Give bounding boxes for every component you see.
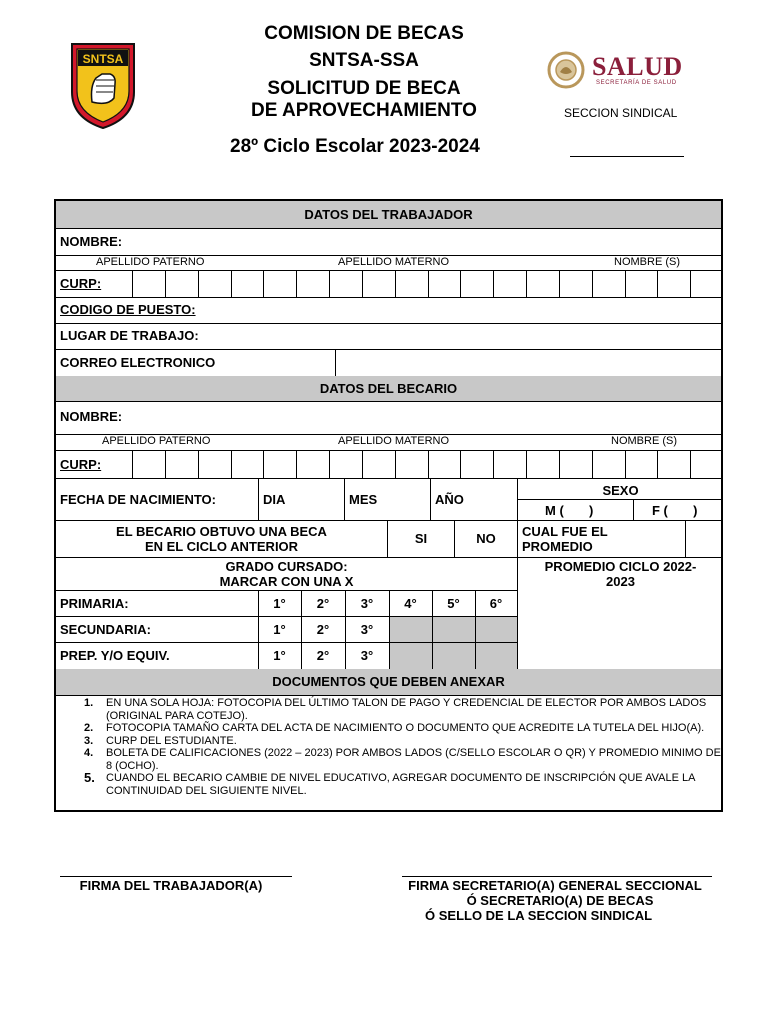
datos-trabajador-header: DATOS DEL TRABAJADOR (56, 201, 721, 228)
curp-char-box[interactable] (165, 450, 198, 478)
seccion-sindical: SECCION SINDICAL (564, 106, 678, 120)
dia-label[interactable]: DIA (263, 492, 286, 507)
prepa-grado-3[interactable]: 3° (360, 648, 374, 663)
sntsa-logo-text: SNTSA (82, 52, 124, 66)
curp-char-box[interactable] (362, 450, 395, 478)
documento-item (84, 747, 724, 772)
curp-char-box[interactable] (493, 450, 526, 478)
documento-text: EN UNA SOLA HOJA: FOTOCOPIA DEL ÚLTIMO TALON DE PAGO Y CREDENCIAL DE ELECTOR POR AMBOS LADOS (ORIGINAL PARA COTEJO). (106, 697, 707, 722)
documento-number: 5. (84, 770, 95, 785)
curp-char-box[interactable] (592, 450, 625, 478)
sexo-f-option[interactable]: F ( ) (652, 503, 698, 518)
sexo-label: SEXO (602, 483, 639, 498)
prepa-grado-1[interactable]: 1° (273, 648, 286, 663)
curp-char-box[interactable] (395, 450, 428, 478)
lugar-trabajo-field[interactable] (216, 325, 721, 347)
nivel-prepa: PREP. Y/O EQUIV. (60, 648, 170, 663)
becario-curp-label: CURP: (60, 457, 102, 472)
documentos-list (84, 697, 724, 797)
fecha-nacimiento-label: FECHA DE NACIMIENTO: (60, 492, 216, 507)
curp-char-box[interactable] (460, 450, 493, 478)
documento-text: CUANDO EL BECARIO CAMBIE DE NIVEL EDUCATIVO, AGREGAR DOCUMENTO DE INSCRIPCIÓN QUE AVALE LA CONTINUIDAD DEL SIGUIENTE NIVEL. (106, 772, 695, 797)
curp-char-box[interactable] (231, 450, 264, 478)
curp-char-box[interactable] (263, 450, 296, 478)
salud-logo-subtext: SECRETARÍA DE SALUD (596, 80, 677, 86)
documento-number: 2. (84, 722, 94, 734)
title-comision: COMISION DE BECAS (264, 23, 464, 44)
trabajador-curp-boxes[interactable] (132, 270, 723, 297)
beca-anterior-line2: EN EL CICLO ANTERIOR (144, 539, 299, 554)
promedio-line1: CUAL FUE EL (522, 524, 608, 539)
primaria-grado-2[interactable]: 2° (316, 596, 330, 611)
curp-char-box[interactable] (690, 450, 723, 478)
codigo-puesto-label: CODIGO DE PUESTO: (60, 302, 196, 317)
curp-char-box[interactable] (263, 270, 296, 297)
seccion-blank-line[interactable] (570, 156, 684, 157)
curp-char-box[interactable] (329, 450, 362, 478)
prepa-grado-2[interactable]: 2° (316, 648, 330, 663)
trabajador-apellido-paterno: APELLIDO PATERNO (96, 256, 205, 268)
curp-char-box[interactable] (165, 270, 198, 297)
datos-becario-header: DATOS DEL BECARIO (56, 376, 721, 401)
curp-char-box[interactable] (592, 270, 625, 297)
documento-number: 4. (84, 747, 94, 759)
documento-text: FOTOCOPIA TAMAÑO CARTA DEL ACTA DE NACIMIENTO O DOCUMENTO QUE ACREDITE LA TUTELA DEL HIJO(A). (106, 722, 705, 734)
becario-apellido-materno: APELLIDO MATERNO (338, 435, 450, 447)
promedio-field[interactable] (687, 521, 722, 556)
firma-becas-label: Ó SECRETARIO(A) DE BECAS (466, 893, 654, 908)
promedio-ciclo-line2: 2023 (606, 574, 635, 589)
solicitud-form (54, 199, 723, 812)
becario-curp-boxes[interactable] (132, 450, 723, 478)
curp-char-box[interactable] (296, 450, 329, 478)
curp-char-box[interactable] (625, 270, 658, 297)
trabajador-curp-label: CURP: (60, 276, 102, 291)
becario-nombre-field[interactable] (136, 403, 721, 431)
curp-char-box[interactable] (625, 450, 658, 478)
unused-grade-cells (389, 617, 517, 669)
becario-apellido-paterno: APELLIDO PATERNO (102, 435, 211, 447)
lugar-trabajo-label: LUGAR DE TRABAJO: (60, 328, 199, 343)
primaria-grado-4[interactable]: 4° (404, 596, 417, 611)
firma-secretario-label: FIRMA SECRETARIO(A) GENERAL SECCIONAL (408, 878, 702, 893)
secundaria-grado-1[interactable]: 1° (273, 622, 286, 637)
becario-nombre-label: NOMBRE: (60, 409, 123, 424)
grado-cursado-label: GRADO CURSADO: (225, 559, 348, 574)
secundaria-grado-2[interactable]: 2° (316, 622, 330, 637)
title-solicitud: SOLICITUD DE BECA (267, 78, 461, 99)
title-aprovechamiento: DE APROVECHAMIENTO (251, 100, 477, 121)
firma-sello-label: Ó SELLO DE LA SECCION SINDICAL (425, 908, 653, 923)
trabajador-nombre-field[interactable] (136, 231, 721, 253)
curp-char-box[interactable] (428, 270, 461, 297)
trabajador-nombre-label: NOMBRE: (60, 234, 123, 249)
curp-char-box[interactable] (329, 270, 362, 297)
curp-char-box[interactable] (559, 270, 592, 297)
documentos-header: DOCUMENTOS QUE DEBEN ANEXAR (56, 669, 721, 695)
mes-label[interactable]: MES (349, 492, 378, 507)
promedio-line2: PROMEDIO (522, 539, 593, 554)
nivel-secundaria: SECUNDARIA: (60, 622, 151, 637)
correo-field[interactable] (338, 351, 721, 374)
firma-trabajador-label: FIRMA DEL TRABAJADOR(A) (79, 878, 263, 893)
documento-item (84, 722, 724, 735)
curp-char-box[interactable] (526, 270, 559, 297)
curp-char-box[interactable] (657, 270, 690, 297)
primaria-grado-5[interactable]: 5° (447, 596, 460, 611)
primaria-grado-6[interactable]: 6° (489, 596, 503, 611)
beca-anterior-line1: EL BECARIO OBTUVO UNA BECA (116, 524, 327, 539)
curp-char-box[interactable] (132, 450, 165, 478)
curp-char-box[interactable] (690, 270, 723, 297)
curp-char-box[interactable] (526, 450, 559, 478)
curp-char-box[interactable] (395, 270, 428, 297)
salud-logo (546, 48, 698, 92)
beca-no-option[interactable]: NO (476, 531, 496, 546)
primaria-grado-1[interactable]: 1° (273, 596, 286, 611)
primaria-grado-3[interactable]: 3° (360, 596, 374, 611)
ciclo-escolar: 28º Ciclo Escolar 2023-2024 (230, 136, 480, 157)
documento-number: 3. (84, 734, 94, 747)
curp-char-box[interactable] (428, 450, 461, 478)
curp-char-box[interactable] (231, 270, 264, 297)
anio-label[interactable]: AÑO (435, 492, 464, 507)
title-sntsa: SNTSA-SSA (309, 50, 419, 71)
firma-secretario-line[interactable] (402, 876, 712, 877)
curp-char-box[interactable] (132, 270, 165, 297)
codigo-puesto-field[interactable] (216, 299, 721, 321)
documento-item (84, 735, 724, 748)
documento-item (84, 772, 724, 797)
documento-text: CURP DEL ESTUDIANTE. (106, 734, 237, 747)
curp-char-box[interactable] (362, 270, 395, 297)
becario-nombres: NOMBRE (S) (611, 435, 677, 447)
documento-text: BOLETA DE CALIFICACIONES (2022 – 2023) POR AMBOS LADOS (C/SELLO ESCOLAR O QR) Y PROMEDIO MINIMO DE 8 (OCHO). (106, 747, 721, 772)
curp-char-box[interactable] (296, 270, 329, 297)
salud-logo-text: SALUD (592, 52, 683, 81)
promedio-ciclo-line1: PROMEDIO CICLO 2022- (544, 559, 697, 574)
curp-char-box[interactable] (493, 270, 526, 297)
documento-item (84, 697, 724, 722)
sexo-m-option[interactable]: M ( ) (545, 503, 594, 518)
beca-si-option[interactable]: SI (414, 531, 428, 546)
firma-trabajador-line[interactable] (60, 876, 292, 877)
nivel-primaria: PRIMARIA: (60, 596, 129, 611)
curp-char-box[interactable] (198, 450, 231, 478)
curp-char-box[interactable] (559, 450, 592, 478)
secundaria-grado-3[interactable]: 3° (360, 622, 374, 637)
curp-char-box[interactable] (198, 270, 231, 297)
promedio-ciclo-field[interactable] (519, 593, 722, 667)
trabajador-apellido-materno: APELLIDO MATERNO (338, 256, 450, 268)
documento-number: 1. (84, 697, 94, 709)
curp-char-box[interactable] (460, 270, 493, 297)
curp-char-box[interactable] (657, 450, 690, 478)
correo-label: CORREO ELECTRONICO (60, 355, 216, 370)
trabajador-nombres: NOMBRE (S) (614, 256, 680, 268)
marcar-x-label: MARCAR CON UNA X (219, 574, 354, 589)
